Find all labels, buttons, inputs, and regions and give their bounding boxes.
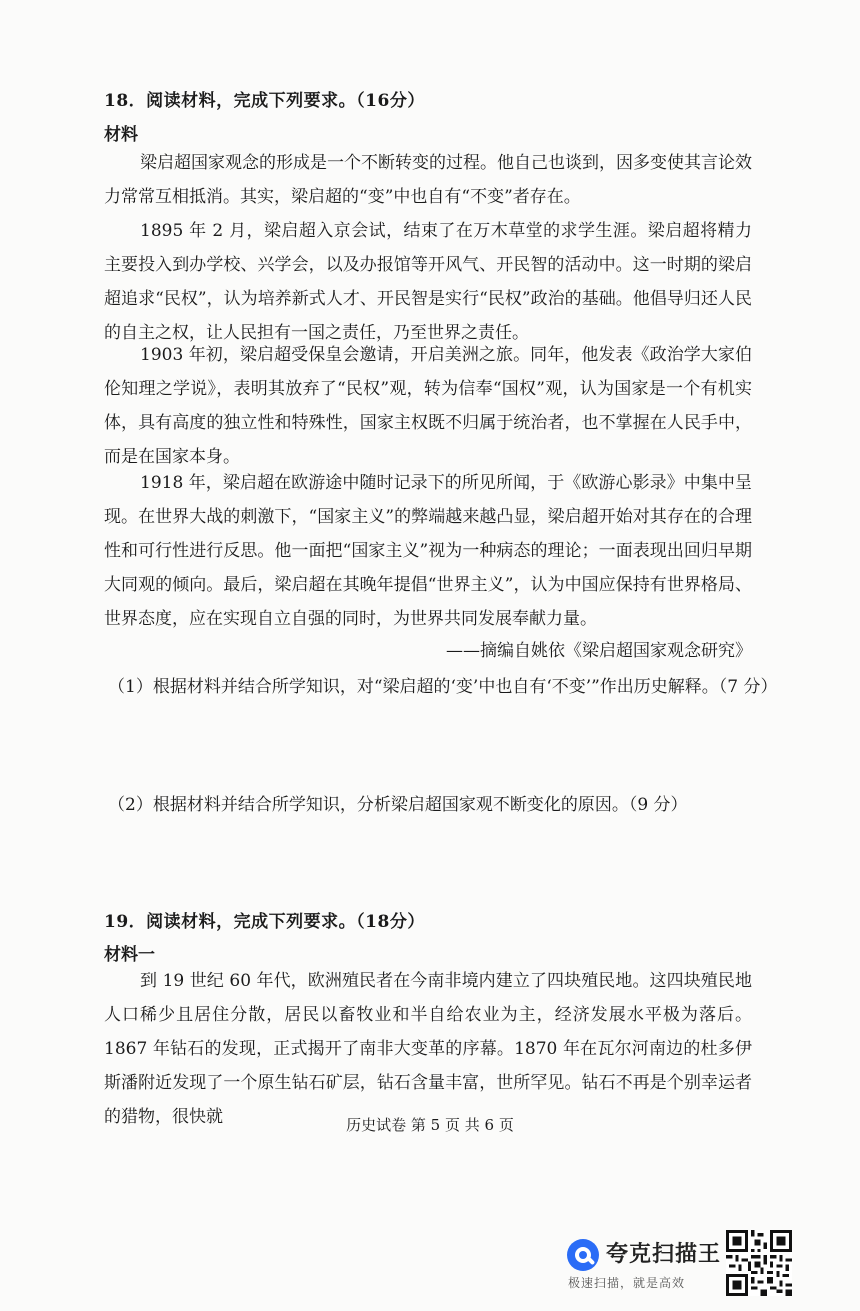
q18-sub-question-1: （1）根据材料并结合所学知识，对“梁启超的‘变’中也自有‘不变’”作出历史解释。（7 分） — [108, 677, 778, 697]
question-19-material-label: 材料一 — [104, 945, 155, 965]
scanner-brand-name: 夸克扫描王 — [606, 1242, 722, 1267]
quark-logo-icon — [566, 1238, 600, 1272]
q18-source-citation: ——摘编自姚依《梁启超国家观念研究》 — [446, 641, 752, 661]
top-corner-mark — [748, 0, 838, 8]
question-18-material-label: 材料 — [104, 125, 138, 145]
scanner-brand-slogan: 极速扫描，就是高效 — [568, 1276, 686, 1290]
q18-paragraph-3: 1903 年初，梁启超受保皇会邀请，开启美洲之旅。同年，他发表《政治学大家伯伦知理之学说》，表明其放弃了“民权”观，转为信奉“国权”观，认为国家是一个有机实体，具有高度的独立性和特殊性，国家主权既不归属于统治者，也不掌握在人民手中，而是在国家本身。 — [104, 345, 752, 467]
q19-paragraph-1: 到 19 世纪 60 年代，欧洲殖民者在今南非境内建立了四块殖民地。这四块殖民地人口稀少且居住分散，居民以畜牧业和半自给农业为主，经济发展水平极为落后。1867 年钻石的发现，正式揭开了南非大变革的序幕。1870 年在瓦尔河南边的杜多伊斯潘附近发现了一个原生钻石矿层，钻石含量丰富，世所罕见。钻石不再是个别幸运者的猎物，很快就 — [104, 971, 752, 1127]
question-19-title: 19．阅读材料，完成下列要求。（18分） — [104, 912, 425, 932]
q18-sub-question-2: （2）根据材料并结合所学知识，分析梁启超国家观不断变化的原因。（9 分） — [108, 795, 688, 815]
page-footer: 历史试卷 第 5 页 共 6 页 — [346, 1116, 514, 1134]
qr-code-icon — [726, 1230, 792, 1296]
q18-paragraph-4: 1918 年，梁启超在欧游途中随时记录下的所见所闻，于《欧游心影录》中集中呈现。在世界大战的刺激下，“国家主义”的弊端越来越凸显，梁启超开始对其存在的合理性和可行性进行反思。他一面把“国家主义”视为一种病态的理论；一面表现出回归早期大同观的倾向。最后，梁启超在其晚年提倡“世界主义”，认为中国应保持有世界格局、世界态度，应在实现自立自强的同时，为世界共同发展奉献力量。 — [104, 473, 752, 629]
q18-paragraph-1: 梁启超国家观念的形成是一个不断转变的过程。他自己也谈到，因多变使其言论效力常常互相抵消。其实，梁启超的“变”中也自有“不变”者存在。 — [104, 153, 752, 207]
q18-paragraph-2: 1895 年 2 月，梁启超入京会试，结束了在万木草堂的求学生涯。梁启超将精力主要投入到办学校、兴学会，以及办报馆等开风气、开民智的活动中。这一时期的梁启超追求“民权”，认为培养新式人才、开民智是实行“民权”政治的基础。他倡导归还人民的自主之权，让人民担有一国之责任，乃至世界之责任。 — [104, 221, 752, 343]
scanner-watermark — [566, 1234, 726, 1294]
question-18-title: 18．阅读材料，完成下列要求。（16分） — [104, 91, 425, 111]
